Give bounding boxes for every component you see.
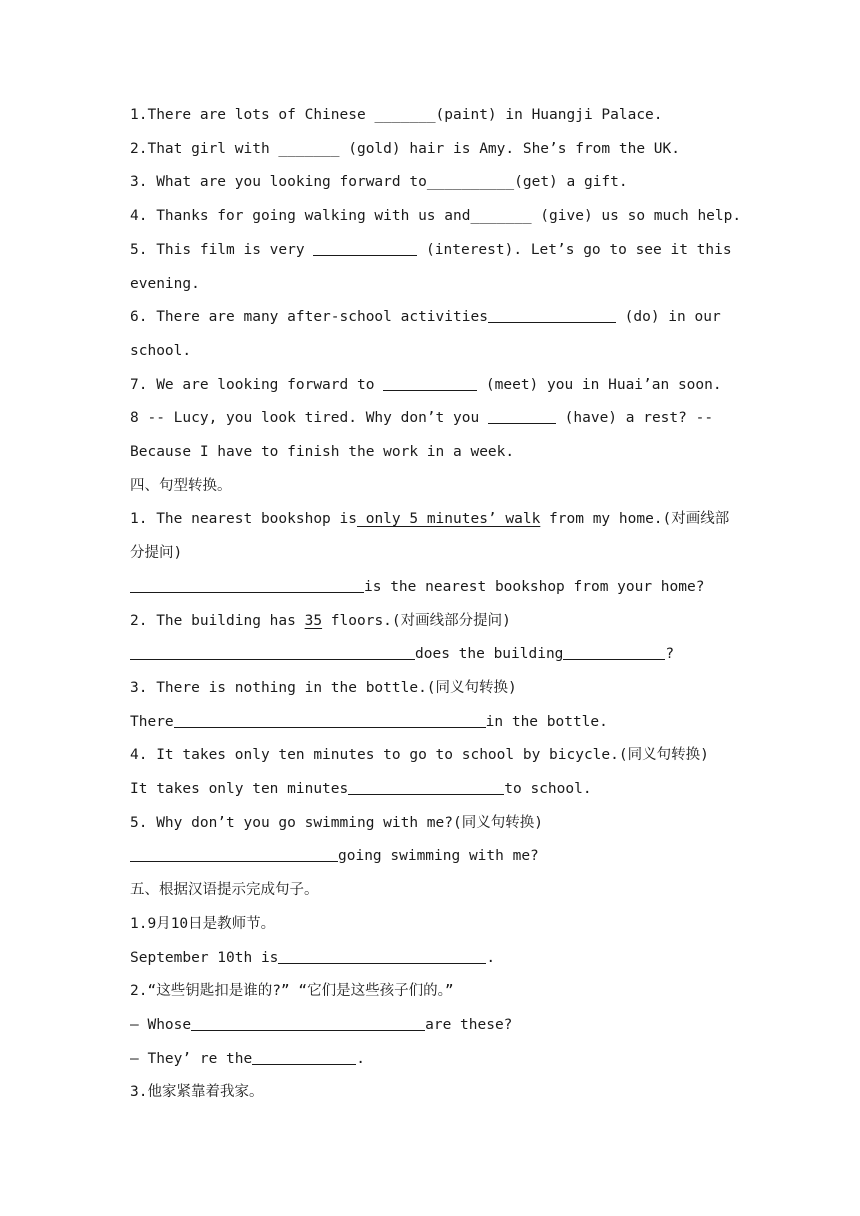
- question-3-2: [130, 133, 730, 167]
- question-3-4: [130, 200, 742, 234]
- underlined-part: only 5 minutes’ walk: [356, 511, 541, 528]
- answer-text: are these?: [425, 1016, 513, 1033]
- question-text: (do) in our: [615, 309, 721, 326]
- question-text-continued: 分提问): [130, 545, 183, 562]
- answer-blank[interactable]: [348, 780, 504, 796]
- answer-blank[interactable]: [130, 577, 364, 593]
- answer-text: in the bottle.: [485, 713, 608, 730]
- answer-blank[interactable]: __________: [426, 174, 515, 191]
- question-4-3: 3. There is nothing in the bottle.(同义句转换): [130, 679, 517, 696]
- answer-blank[interactable]: [488, 409, 556, 425]
- question-text-continued: evening.: [130, 275, 200, 292]
- question-3-5: [130, 234, 730, 268]
- answer-line-4-1: [130, 571, 730, 605]
- question-text: (interest). Let’s go to see it this: [417, 241, 732, 258]
- answer-blank[interactable]: [278, 948, 486, 964]
- answer-text: does the building: [415, 646, 564, 663]
- question-4-5: 5. Why don’t you go swimming with me?(同义句转换): [130, 814, 543, 831]
- question-text: (give) us so much help.: [531, 208, 742, 225]
- answer-blank[interactable]: [383, 375, 477, 391]
- question-text: floors.(对画线部分提问): [322, 612, 511, 629]
- answer-blank[interactable]: [313, 240, 417, 256]
- question-text-continued: school.: [130, 342, 192, 359]
- answer-line-4-4: [130, 773, 730, 807]
- question-text: from my home.(对画线部: [540, 511, 730, 528]
- question-4-4: 4. It takes only ten minutes to go to school by bicycle.(同义句转换): [130, 747, 709, 764]
- question-5-2: 2.“这些钥匙扣是谁的?” “它们是这些孩子们的。”: [130, 983, 454, 1000]
- answer-text: going swimming with me?: [338, 848, 539, 865]
- question-text: (gold) hair is Amy. She’s from the UK.: [339, 140, 680, 157]
- answer-blank[interactable]: [191, 1015, 425, 1031]
- answer-text: There: [130, 713, 174, 730]
- question-4-1: [130, 503, 730, 537]
- question-5-3: 3.他家紧靠着我家。: [130, 1084, 264, 1101]
- answer-line-4-5: [130, 840, 730, 874]
- answer-text: to school.: [504, 781, 592, 798]
- underlined-part: 35: [304, 612, 323, 629]
- question-text: 2.That girl with: [130, 140, 279, 157]
- question-text: (meet) you in Huai’an soon.: [477, 376, 722, 393]
- question-text: 4. Thanks for going walking with us and: [130, 208, 471, 225]
- answer-blank[interactable]: [130, 847, 338, 863]
- question-text: (have) a rest? --: [555, 410, 714, 427]
- question-text: 6. There are many after-school activities: [130, 309, 488, 326]
- answer-line-5-2a: [130, 1009, 730, 1043]
- answer-line-5-1: [130, 942, 730, 976]
- question-text: 5. This film is very: [130, 241, 314, 258]
- question-text: 7. We are looking forward to: [130, 376, 384, 393]
- answer-text: — They’ re the: [130, 1050, 253, 1067]
- question-text: 2. The building has: [130, 612, 305, 629]
- question-text-continued: Because I have to finish the work in a week.: [130, 444, 515, 461]
- question-text: 1. The nearest bookshop is: [130, 511, 357, 528]
- section-heading: 四、句型转换。: [130, 477, 232, 494]
- answer-blank[interactable]: _______: [470, 208, 532, 225]
- answer-line-4-3: [130, 706, 730, 740]
- answer-blank[interactable]: [174, 712, 486, 728]
- answer-blank[interactable]: [130, 645, 415, 661]
- answer-text: It takes only ten minutes: [130, 781, 349, 798]
- answer-blank[interactable]: [488, 308, 616, 324]
- question-text: 1.There are lots of Chinese: [130, 107, 375, 123]
- answer-line-4-2: [130, 638, 730, 672]
- question-3-8: [130, 402, 730, 436]
- answer-blank[interactable]: [563, 645, 665, 661]
- answer-text: ?: [665, 646, 675, 663]
- answer-text: September 10th is: [130, 949, 279, 966]
- question-3-3: [130, 166, 730, 200]
- question-3-1: [130, 99, 730, 133]
- question-text: 3. What are you looking forward to: [130, 174, 427, 191]
- answer-text: — Whose: [130, 1016, 192, 1033]
- question-text: (paint) in Huangji Palace.: [435, 107, 663, 123]
- question-text: (get) a gift.: [514, 174, 628, 191]
- answer-blank[interactable]: _______: [374, 107, 436, 123]
- answer-blank[interactable]: _______: [278, 140, 340, 157]
- question-text: 8 -- Lucy, you look tired. Why don’t you: [130, 410, 488, 427]
- answer-line-5-2b: [130, 1043, 730, 1077]
- question-3-7: [130, 369, 730, 403]
- question-3-6: [130, 301, 730, 335]
- worksheet-page: [130, 99, 742, 1110]
- answer-text: is the nearest bookshop from your home?: [364, 578, 705, 595]
- section-heading: 五、根据汉语提示完成句子。: [130, 882, 319, 899]
- question-4-2: [130, 605, 730, 639]
- question-5-1: 1.9月10日是教师节。: [130, 915, 276, 932]
- answer-blank[interactable]: [252, 1049, 356, 1065]
- answer-text: .: [356, 1050, 365, 1067]
- answer-text: .: [486, 949, 496, 966]
